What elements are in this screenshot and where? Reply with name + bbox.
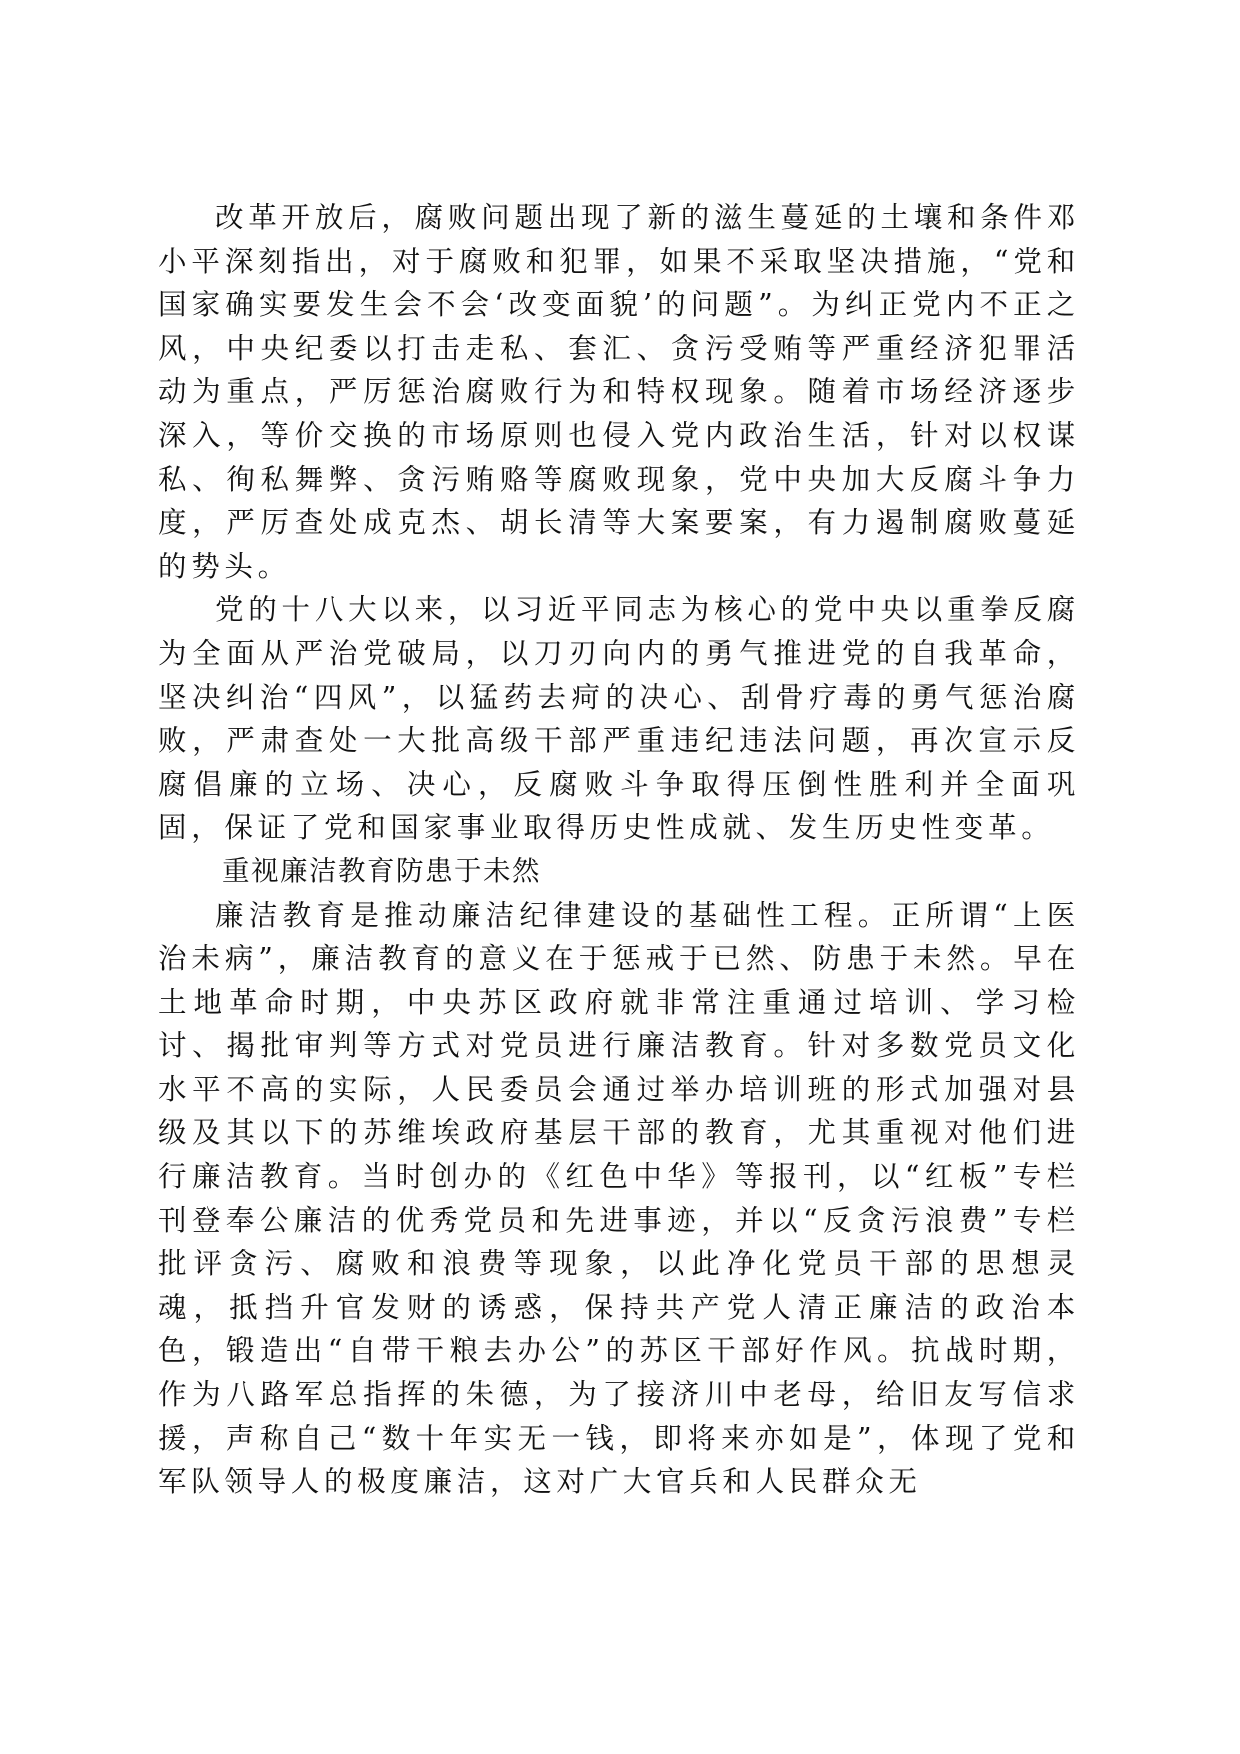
section-heading: 重视廉洁教育防患于未然 — [222, 854, 541, 887]
paragraph-integrity-education: 廉洁教育是推动廉洁纪律建设的基础性工程。正所谓“上医治未病”，廉洁教育的意义在于惩戒于已然、防患于未然。早在土地革命时期，中央苏区政府就非常注重通过培训、学习检讨、揭批审判等方式对党员进行廉洁教育。针对多数党员文化水平不高的实际，人民委员会通过举办培训班的形式加强对县级及其以下的苏维埃政府基层干部的教育，尤其重视对他们进行廉洁教育。当时创办的《红色中华》等报刊，以“红板”专栏刊登奉公廉洁的优秀党员和先进事迹，并以“反贪污浪费”专栏批评贪污、腐败和浪费等现象，以此净化党员干部的思想灵魂，抵挡升官发财的诱惑，保持共产党人清正廉洁的政治本色，锻造出“自带干粮去办公”的苏区干部好作风。抗战时期，作为八路军总指挥的朱德，为了接济川中老母，给旧友写信求援，声称自己“数十年实无一钱，即将来亦如是”，体现了党和军队领导人的极度廉洁，这对广大官兵和人民群众无 — [158, 898, 1080, 1499]
paragraph-eighteenth-congress: 党的十八大以来，以习近平同志为核心的党中央以重拳反腐为全面从严治党破局，以刀刃向内的勇气推进党的自我革命，坚决纠治“四风”，以猛药去疴的决心、刮骨疗毒的勇气惩治腐败，严肃查处一大批高级干部严重违纪违法问题，再次宣示反腐倡廉的立场、决心，反腐败斗争取得压倒性胜利并全面巩固，保证了党和国家事业取得历史性成就、发生历史性变革。 — [158, 593, 1080, 845]
document-page — [158, 196, 1080, 1504]
paragraph-reform-era-corruption: 改革开放后，腐败问题出现了新的滋生蔓延的土壤和条件邓小平深刻指出，对于腐败和犯罪，如果不采取坚决措施，“党和国家确实要发生会不会‘改变面貌’的问题”。为纠正党内不正之风，中央纪委以打击走私、套汇、贪污受贿等严重经济犯罪活动为重点，严厉惩治腐败行为和特权现象。随着市场经济逐步深入，等价交换的市场原则也侵入党内政治生活，针对以权谋私、徇私舞弊、贪污贿赂等腐败现象，党中央加大反腐斗争力度，严厉查处成克杰、胡长清等大案要案，有力遏制腐败蔓延的势头。 — [158, 201, 1080, 583]
